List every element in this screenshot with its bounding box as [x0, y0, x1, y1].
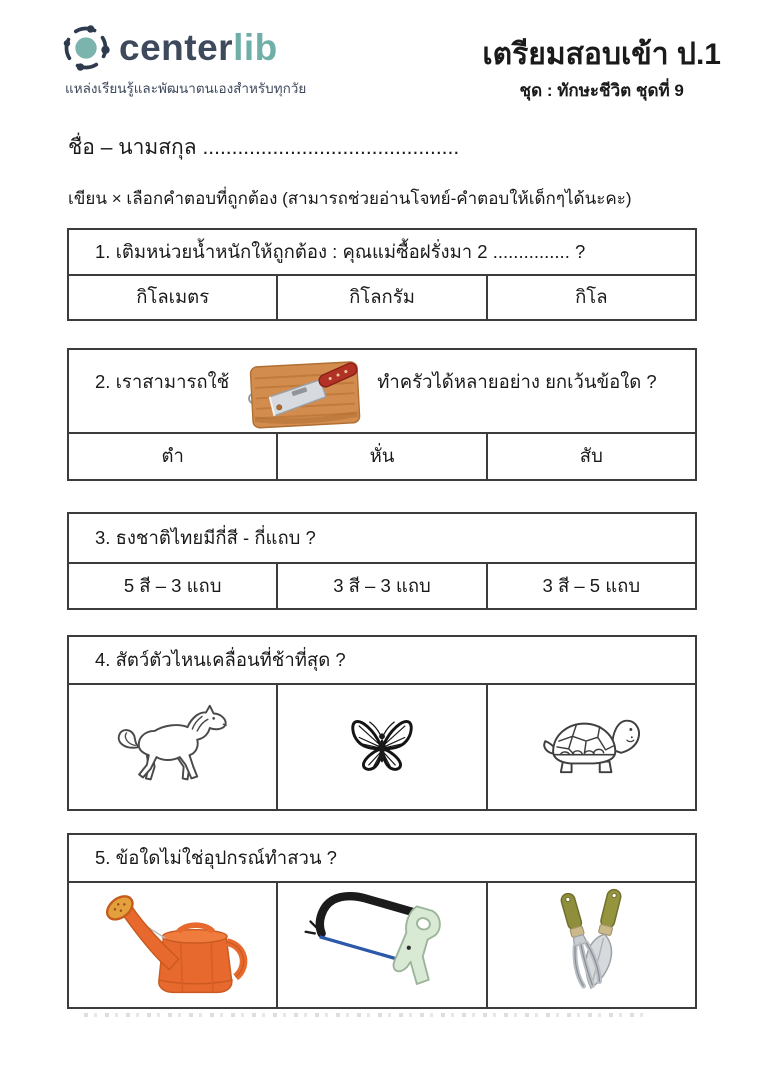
- question-5-text: 5. ข้อใดไม่ใช่อุปกรณ์ทำสวน ?: [69, 835, 695, 883]
- watering-can-image: [97, 887, 249, 1004]
- q1-option-1[interactable]: กิโลเมตร: [136, 286, 210, 307]
- q2-option-1[interactable]: ตำ: [161, 445, 184, 466]
- q1-option-2[interactable]: กิโลกรัม: [276, 276, 485, 319]
- q2-option-3[interactable]: สับ: [486, 434, 695, 479]
- name-dots: ............................................: [202, 136, 460, 159]
- question-4-text: 4. สัตว์ตัวไหนเคลื่อนที่ช้าที่สุด ?: [69, 637, 695, 685]
- faint-watermark-line: [84, 1013, 649, 1017]
- q3-option-3[interactable]: 3 สี – 5 แถบ: [486, 564, 695, 608]
- name-field-line: [68, 131, 459, 164]
- q5-option-watering-can[interactable]: [69, 883, 276, 1007]
- garden-fork-and-trowel-image: [517, 887, 665, 1004]
- brand-wordmark: [119, 27, 278, 69]
- q4-option-horse[interactable]: [69, 685, 276, 809]
- brand-part-lib: lib: [233, 27, 278, 68]
- turtle-image: [537, 711, 645, 784]
- question-5-box: [67, 833, 697, 1009]
- exam-subtitle: ชุด : ทักษะชีวิต ชุดที่ 9: [519, 80, 684, 100]
- q3-option-2[interactable]: 3 สี – 3 แถบ: [276, 564, 485, 608]
- question-1-options: [69, 276, 695, 319]
- name-label: ชื่อ – นามสกุล: [68, 136, 197, 159]
- question-2-box: [67, 348, 697, 481]
- logo-tagline: แหล่งเรียนรู้และพัฒนาตนเองสำหรับทุกวัย: [65, 81, 307, 96]
- question-3-text: 3. ธงชาติไทยมีกี่สี - กี่แถบ ?: [69, 514, 695, 564]
- question-1-text: 1. เติมหน่วยน้ำหนักให้ถูกต้อง : คุณแม่ซื้อฝรั่งมา 2 ............... ?: [69, 230, 695, 276]
- instruction-text: เขียน × เลือกคำตอบที่ถูกต้อง (สามารถช่วยอ่านโจทย์-คำตอบให้เด็กๆได้นะคะ): [68, 189, 632, 208]
- q5-option-hacksaw[interactable]: [276, 883, 485, 1007]
- question-5-options: [69, 883, 695, 1007]
- q3-option-1[interactable]: 5 สี – 3 แถบ: [123, 574, 222, 596]
- q2-option-2[interactable]: หั่น: [276, 434, 485, 479]
- network-dots-circle-icon: [60, 22, 112, 74]
- question-1-box: [67, 228, 697, 321]
- q4-option-butterfly[interactable]: [276, 685, 485, 809]
- question-4-options: [69, 685, 695, 809]
- question-2-text: [69, 350, 695, 434]
- centerlib-logo: [60, 22, 306, 99]
- question-2-text-after: ทำครัวได้หลายอย่าง ยกเว้นข้อใด ?: [377, 371, 657, 392]
- cleaver-on-cutting-board-image: [241, 353, 367, 438]
- q4-option-turtle[interactable]: [486, 685, 695, 809]
- hacksaw-image: [302, 887, 462, 1004]
- title-block: [482, 38, 721, 104]
- brand-part-center: center: [119, 27, 234, 68]
- question-2-options: [69, 434, 695, 479]
- question-3-options: [69, 564, 695, 608]
- question-2-text-before: 2. เราสามารถใช้: [95, 371, 230, 392]
- exam-title: เตรียมสอบเข้า ป.1: [482, 38, 721, 71]
- question-4-box: [67, 635, 697, 811]
- q1-option-3[interactable]: กิโล: [486, 276, 695, 319]
- question-3-box: [67, 512, 697, 610]
- butterfly-image: [348, 715, 416, 780]
- q5-option-garden-tools[interactable]: [486, 883, 695, 1007]
- horse-image: [110, 699, 236, 796]
